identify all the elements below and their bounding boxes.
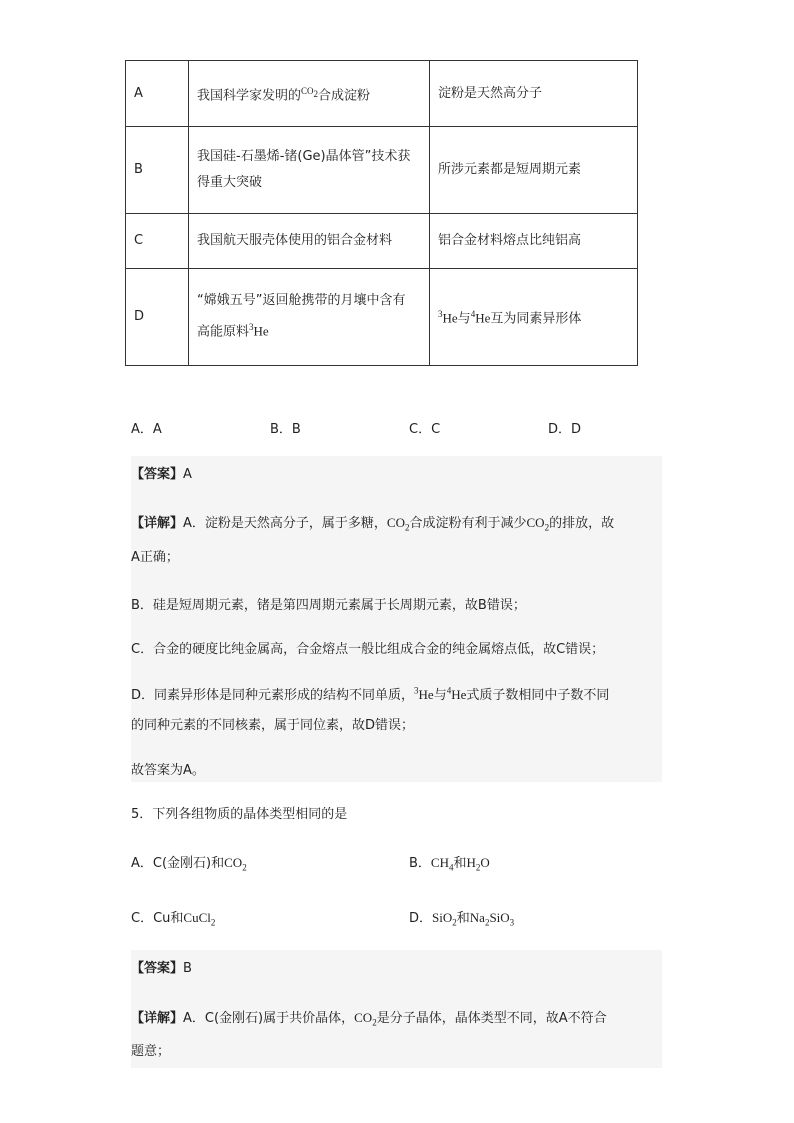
q5-option-c: C．Cu和CuCl$_2$ [131,910,216,928]
detail-line: 的同种元素的不同核素，属于同位素，故D错误； [131,718,415,733]
detail-line: 【详解】A．淀粉是天然高分子，属于多糖，$CO_2$合成淀粉有利于减少$CO_2$的排放，故 [131,515,615,533]
option-label: D [126,269,189,366]
detail-line: B．硅是短周期元素，锗是第四周期元素属于长周期元素，故B错误； [131,598,526,613]
conclusion-cell: 所涉元素都是短周期元素 [430,127,638,214]
statement-cell: 我国航天服壳体使用的铝合金材料 [189,214,430,269]
choice-b: B．B [270,422,301,437]
options-table [125,60,638,365]
q5-option-d: D．SiO$_2$和$Na_2SiO_3$ [409,910,515,928]
answer-block [131,456,662,782]
table-row [126,61,638,127]
question-stem: 5．下列各组物质的晶体类型相同的是 [131,807,348,822]
option-label: B [126,127,189,214]
choice-c: C．C [409,422,441,437]
q5-option-b: B．$CH_4$和$H_2O$ [409,855,490,873]
choice-a: A．A [131,422,162,437]
detail-line: 题意； [131,1044,171,1059]
detail-line: D．同素异形体是同种元素形成的结构不同单质，$^3$He与$^4$He式质子数相同中子数不同 [131,685,610,703]
statement-text: 我国科学家发明的 [197,88,302,104]
q5-option-a: A．C(金刚石)和$CO_2$ [131,855,247,873]
statement-cell [189,127,430,214]
choice-d: D．D [548,422,582,437]
detail-line: 【详解】A．C(金刚石)属于共价晶体，$CO_2$是分子晶体，晶体类型不同，故A不符合 [131,1010,607,1028]
statement-text: “嫦娥五号”返回舱携带的月壤中含有 [197,293,406,309]
statement-text: 高能原料$^3$He [197,322,269,340]
statement-text: 得重大突破 [197,175,263,190]
statement-text: 我国硅-石墨烯-锗(Ge)晶体管”技术获 [197,149,411,164]
conclusion-cell: 淀粉是天然高分子 [430,61,638,127]
statement-text: 合成淀粉 [318,88,371,104]
statement-cell [189,61,430,127]
conclusion-line: 故答案为A。 [131,763,205,778]
conclusion-cell: 铝合金材料熔点比纯铝高 [430,214,638,269]
option-label: C [126,214,189,269]
answer-line: 【答案】B [131,961,192,976]
table-row [126,127,638,214]
conclusion-cell: $^3$He与$^4$He互为同素异形体 [430,269,638,366]
option-label: A [126,61,189,127]
chem-formula: CO2 [301,85,319,99]
statement-cell [189,269,430,366]
table-row [126,269,638,366]
answer-line: 【答案】A [131,467,192,482]
table-row [126,214,638,269]
detail-line: C．合金的硬度比纯金属高，合金熔点一般比组成合金的纯金属熔点低，故C错误； [131,642,605,657]
detail-line: A正确； [131,550,179,565]
